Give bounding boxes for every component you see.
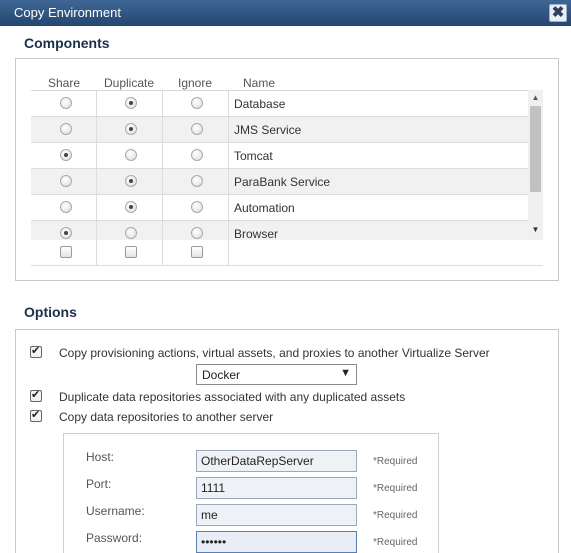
duplicate-radio[interactable] bbox=[125, 201, 137, 213]
select-all-duplicate-checkbox[interactable] bbox=[125, 246, 137, 258]
share-radio[interactable] bbox=[60, 175, 72, 187]
scroll-up-icon[interactable]: ▲ bbox=[531, 93, 540, 102]
component-name: Browser bbox=[234, 227, 279, 240]
options-heading: Options bbox=[24, 304, 77, 320]
share-radio[interactable] bbox=[60, 123, 72, 135]
password-label: Password: bbox=[86, 531, 143, 545]
table-row[interactable] bbox=[31, 143, 528, 169]
column-header-share: Share bbox=[48, 76, 81, 90]
ignore-radio[interactable] bbox=[191, 227, 203, 239]
dialog-title: Copy Environment bbox=[14, 5, 121, 20]
username-required-note: *Required bbox=[373, 510, 418, 521]
share-radio[interactable] bbox=[60, 201, 72, 213]
host-label: Host: bbox=[86, 450, 115, 464]
ignore-radio[interactable] bbox=[191, 149, 203, 161]
port-label: Port: bbox=[86, 477, 112, 491]
duplicate-repos-checkbox[interactable] bbox=[30, 390, 42, 402]
table-row[interactable] bbox=[31, 221, 528, 240]
password-input[interactable] bbox=[196, 531, 357, 553]
server-select[interactable] bbox=[196, 364, 357, 385]
username-label: Username: bbox=[86, 504, 145, 518]
copy-repos-label: Copy data repositories to another server bbox=[59, 410, 274, 424]
component-name: JMS Service bbox=[234, 123, 302, 137]
password-required-note: *Required bbox=[373, 537, 418, 548]
components-table bbox=[31, 90, 528, 240]
username-input[interactable] bbox=[196, 504, 357, 526]
table-row[interactable] bbox=[31, 169, 528, 195]
select-all-row bbox=[31, 240, 543, 266]
copy-repos-checkbox[interactable] bbox=[30, 410, 42, 422]
component-name: ParaBank Service bbox=[234, 175, 331, 189]
column-header-duplicate: Duplicate bbox=[104, 76, 155, 90]
ignore-radio[interactable] bbox=[191, 201, 203, 213]
host-required-note: *Required bbox=[373, 456, 418, 467]
column-header-ignore: Ignore bbox=[178, 76, 213, 90]
table-row[interactable] bbox=[31, 195, 528, 221]
ignore-radio[interactable] bbox=[191, 175, 203, 187]
close-icon[interactable]: ✖ bbox=[549, 4, 567, 22]
server-select-value: Docker bbox=[202, 368, 241, 382]
table-row[interactable] bbox=[31, 91, 528, 117]
ignore-radio[interactable] bbox=[191, 123, 203, 135]
table-row[interactable] bbox=[31, 117, 528, 143]
dialog-titlebar bbox=[0, 0, 571, 26]
column-header-name: Name bbox=[243, 76, 276, 90]
scroll-thumb[interactable] bbox=[530, 106, 541, 192]
dropdown-arrow-icon: ▼ bbox=[340, 367, 351, 379]
table-scrollbar[interactable] bbox=[528, 90, 543, 240]
select-all-ignore-checkbox[interactable] bbox=[191, 246, 203, 258]
duplicate-repos-label: Duplicate data repositories associated with any duplicated assets bbox=[59, 390, 406, 404]
components-heading: Components bbox=[24, 35, 110, 51]
port-required-note: *Required bbox=[373, 483, 418, 494]
host-input[interactable] bbox=[196, 450, 357, 472]
duplicate-radio[interactable] bbox=[125, 123, 137, 135]
duplicate-radio[interactable] bbox=[125, 149, 137, 161]
share-radio[interactable] bbox=[60, 149, 72, 161]
select-all-share-checkbox[interactable] bbox=[60, 246, 72, 258]
share-radio[interactable] bbox=[60, 97, 72, 109]
port-input[interactable] bbox=[196, 477, 357, 499]
ignore-radio[interactable] bbox=[191, 97, 203, 109]
component-name: Database bbox=[234, 97, 286, 111]
share-radio[interactable] bbox=[60, 227, 72, 239]
copy-provisioning-checkbox[interactable] bbox=[30, 346, 42, 358]
duplicate-radio[interactable] bbox=[125, 97, 137, 109]
scroll-down-icon[interactable]: ▼ bbox=[531, 225, 540, 234]
duplicate-radio[interactable] bbox=[125, 227, 137, 239]
component-name: Automation bbox=[234, 201, 295, 215]
duplicate-radio[interactable] bbox=[125, 175, 137, 187]
copy-provisioning-label: Copy provisioning actions, virtual assets, and proxies to another Virtualize Server bbox=[59, 346, 490, 360]
component-name: Tomcat bbox=[234, 149, 273, 163]
